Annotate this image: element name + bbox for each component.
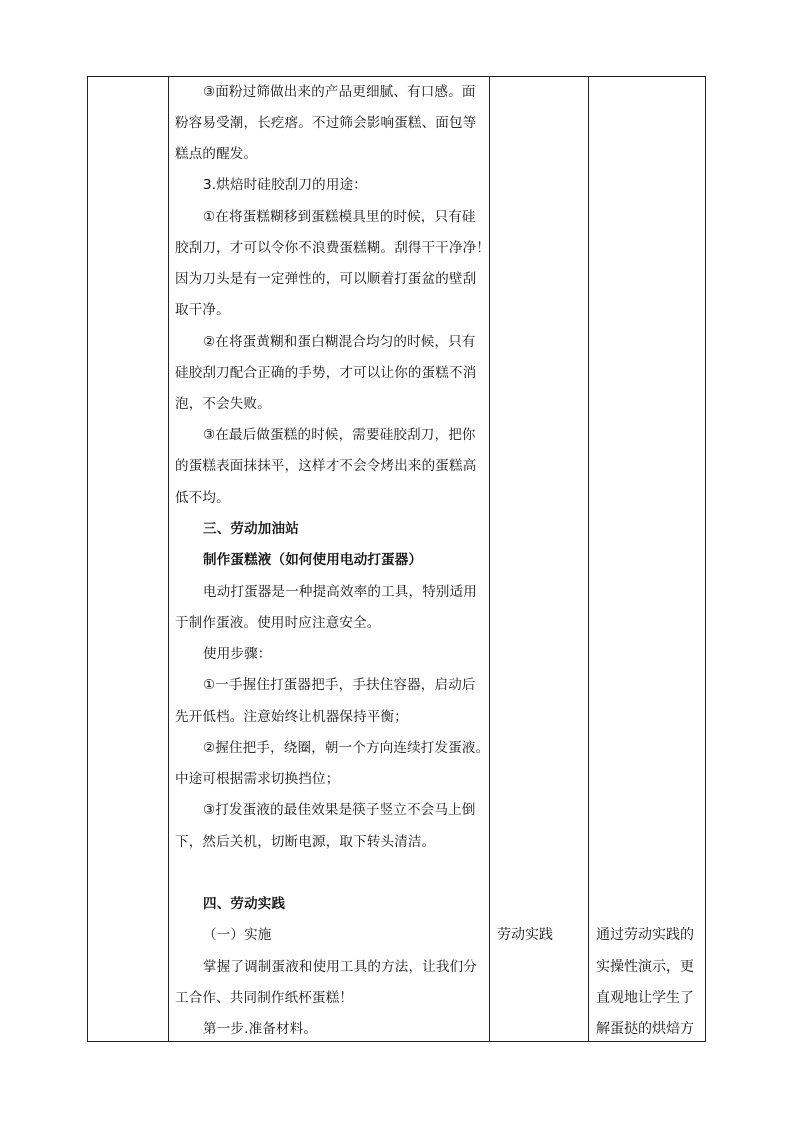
content-line: ③面粉过筛做出来的产品更细腻、有口感。面 [203,84,476,100]
section-heading: 四、劳动实践 [203,896,286,912]
content-line: 3.烘焙时硅胶刮刀的用途： [203,177,367,193]
teaching-content-column [169,77,489,1041]
content-line: 粉容易受潮，长疙瘩。不过筛会影响蛋糕、面包等 [175,115,477,131]
content-line: （一）实施 [203,927,272,943]
content-line: ①在将蛋糕糊移到蛋糕模具里的时候，只有硅 [203,209,476,225]
student-activity-column [489,77,588,1041]
intent-line: 通过劳动实践的 [596,927,694,943]
content-line: 中途可根据需求切换挡位； [175,771,340,787]
content-line: 因为刀头是有一定弹性的，可以顺着打蛋盆的壁刮 [175,271,477,287]
content-line: 掌握了调制蛋液和使用工具的方法，让我们分 [203,959,477,975]
content-line: 泡，不会失败。 [175,396,271,412]
content-line: ②握住把手，绕圈，朝一个方向连续打发蛋液。 [203,740,490,756]
content-line: 工合作、共同制作纸杯蛋糕！ [175,990,354,1006]
intent-line: 直观地让学生了 [596,990,694,1006]
lesson-table [87,76,706,1042]
content-line: 先开低档。注意始终让机器保持平衡； [175,709,408,725]
design-intent-column [588,77,707,1041]
section-heading: 三、劳动加油站 [203,521,299,537]
content-line: 胶刮刀，才可以令你不浪费蛋糕糊。刮得干干净净！ [175,240,491,256]
content-line: ③在最后做蛋糕的时候，需要硅胶刮刀，把你 [203,427,476,443]
content-line: 硅胶刮刀配合正确的手势，才可以让你的蛋糕不消 [175,365,477,381]
subsection-heading: 制作蛋糕液（如何使用电动打蛋器） [203,552,423,568]
intent-line: 解蛋挞的烘焙方 [596,1021,694,1037]
content-line: 电动打蛋器是一种提高效率的工具，特别适用 [203,584,477,600]
content-line: ③打发蛋液的最佳效果是筷子竖立不会马上倒 [203,802,476,818]
content-line: 取干净。 [175,302,230,318]
content-line: 下，然后关机，切断电源，取下转头清洁。 [175,834,436,850]
content-line: 使用步骤： [203,646,272,662]
content-line: 糕点的醒发。 [175,146,258,162]
content-line: ②在将蛋黄糊和蛋白糊混合均匀的时候，只有 [203,334,476,350]
content-line: 的蛋糕表面抹抹平，这样才不会令烤出来的蛋糕高 [175,458,477,474]
content-line: ①一手握住打蛋器把手，手扶住容器，启动后 [203,677,476,693]
activity-label: 劳动实践 [497,927,553,943]
content-line: 第一步.准备材料。 [203,1021,318,1037]
content-line: 低不均。 [175,490,230,506]
intent-line: 实操性演示，更 [596,959,694,975]
content-line: 于制作蛋液。使用时应注意安全。 [175,615,381,631]
